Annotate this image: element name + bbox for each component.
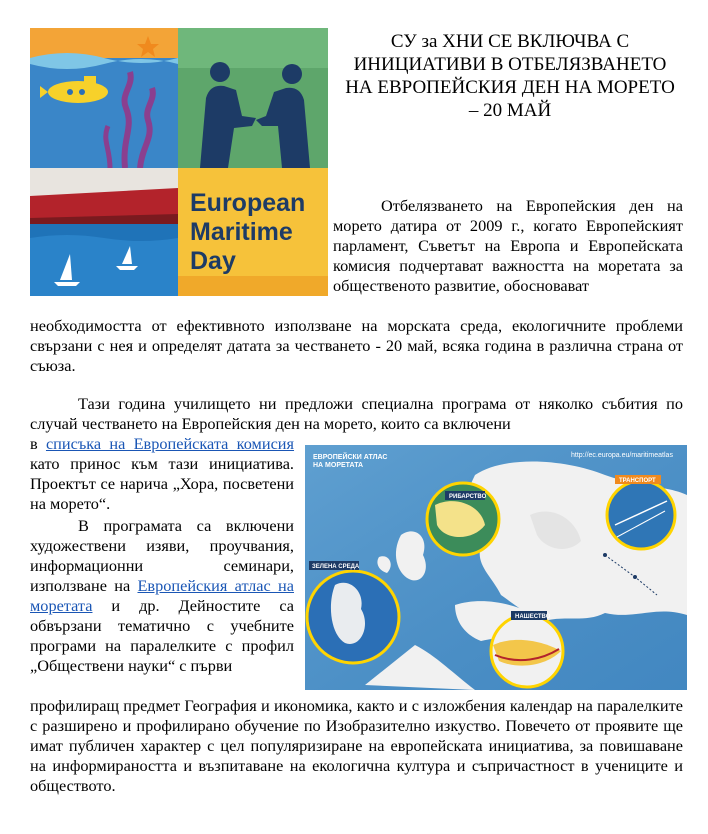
european-atlas-map-image [305,445,687,690]
paragraph-3-left [30,516,294,676]
map-url: http://ec.europa.eu/maritimeatlas [571,452,673,459]
logo-line2: Maritime [190,218,293,246]
map-title-line2: НА МОРЕТАТА [313,462,364,469]
paragraph-2-top: Тази година училището ни предложи специална програма от няколко събития по случай честването на Европейския ден на морето, които са включени [30,394,683,433]
paragraph-2-prefix: в [30,434,38,453]
paragraph-3-prefix: В програмата са включени художествени изяви, проучвания, информационни семинари, използване на [30,516,294,595]
map-label-fishing: РИБАРСТВО [449,494,487,500]
paragraph-3-suffix: и др. Дейностите са обвързани тематично с учебните програми на паралелките с профил „Обществени науки“ с първи [30,596,294,675]
page-title: СУ за ХНИ СЕ ВКЛЮЧВА С ИНИЦИАТИВИ В ОТБЕЛЯЗВАНЕТО НА ЕВРОПЕЙСКИЯ ДЕН НА МОРЕТО – 20 МАЙ [345,31,675,121]
ec-list-link[interactable]: списъка на Европейската комисия [45,434,295,453]
paragraph-2-left [30,434,294,514]
european-maritime-day-logo [30,28,328,296]
paragraph-2-suffix: като принос към тази инициатива. Проектът се нарича „Хора, посветени на морето“. [30,454,294,513]
map-title-line1: ЕВРОПЕЙСКИ АТЛАС [313,454,388,461]
logo-line3: Day [190,247,236,275]
paragraph-1-full: необходимостта от ефективното използване на морската среда, екологичните проблеми свързани с нея и определят датата за честването - 20 май, всяка година в различна страна от съюза. [30,316,683,375]
logo-line1: European [190,189,306,217]
paragraph-3-full: профилиращ предмет География и икономика, както и с изложбения календар на паралелките с разширено и профилирано обучение по Изобразително изкуство. Повечето от проявите ще имат публичен характер с цел популяризиране на европейската инициатива, за повишаване на информираността и възпитаване на екологична култура и съпричастност в учениците и обществото. [30,696,683,795]
paragraph-1-right: Отбелязването на Европейския ден на морето датира от 2009 г., когато Европейският парламент, Съветът на Европа и Европейската комисия подчертават важността на моретата за общественото развитие, обосновават [333,196,683,295]
map-label-nature: ЗЕЛЕНА СРЕДА [312,564,360,570]
maritime-atlas-link[interactable]: Европейския атлас на моретата [30,576,294,615]
map-label-transport: ТРАНСПОРТ [619,478,656,484]
map-label-tourism: НАШЕСТВО [515,614,551,620]
